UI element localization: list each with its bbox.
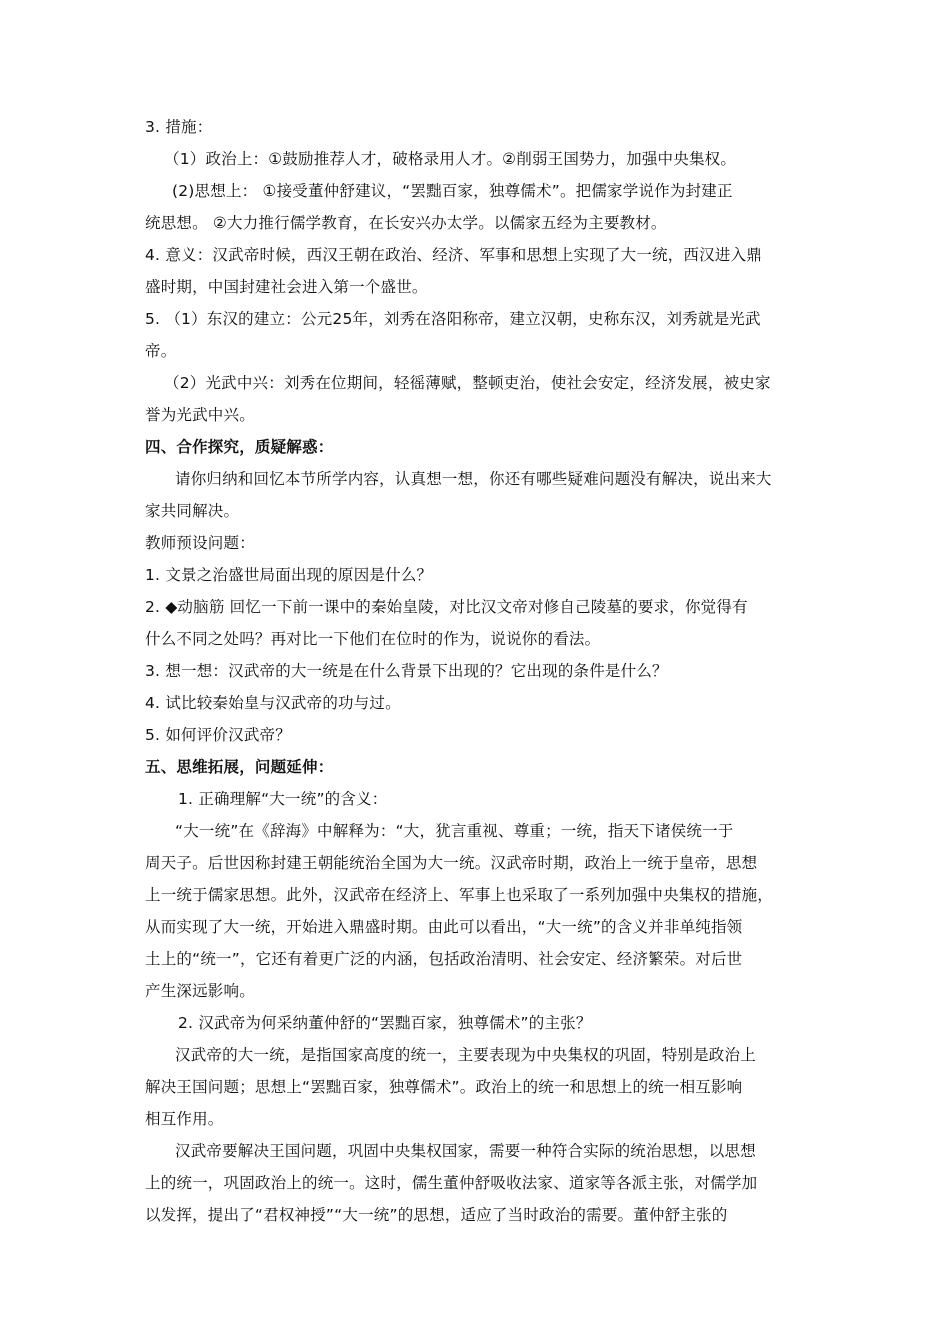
text-line: 帝。: [145, 342, 177, 360]
text-line: 统思想。 ②大力推行儒学教育，在长安兴办太学。以儒家五经为主要教材。: [145, 214, 667, 232]
text-line: 盛时期，中国封建社会进入第一个盛世。: [145, 278, 428, 296]
text-line: （2）光武中兴：刘秀在位期间，轻徭薄赋，整顿吏治，使社会安定，经济发展，被史家: [164, 374, 771, 392]
text-line: 汉武帝要解决王国问题，巩固中央集权国家，需要一种符合实际的统治思想，以思想: [175, 1142, 756, 1160]
section-heading: 五、思维拓展，问题延伸：: [145, 758, 334, 776]
text-line: 5. 如何评价汉武帝？: [145, 726, 291, 744]
text-line: 3. 措施：: [145, 118, 213, 136]
text-line: 4. 试比较秦始皇与汉武帝的功与过。: [145, 694, 401, 712]
text-line: 上的统一，巩固政治上的统一。这时，儒生董仲舒吸收法家、道家等各派主张，对儒学加: [145, 1174, 758, 1192]
text-line: （1）政治上：①鼓励推荐人才，破格录用人才。②削弱王国势力，加强中央集权。: [164, 150, 737, 168]
text-line: 5. （1）东汉的建立：公元25年，刘秀在洛阳称帝，建立汉朝，史称东汉，刘秀就是光武: [145, 310, 761, 328]
text-line: 2. ◆动脑筋 回忆一下前一课中的秦始皇陵，对比汉文帝对修自己陵墓的要求，你觉得有: [145, 598, 748, 616]
text-line: 1. 正确理解“大一统”的含义：: [178, 790, 388, 808]
text-line: 家共同解决。: [145, 502, 240, 520]
text-line: 1. 文景之治盛世局面出现的原因是什么？: [145, 566, 433, 584]
text-line: 解决王国问题；思想上“罢黜百家，独尊儒术”。政治上的统一和思想上的统一相互影响: [145, 1078, 743, 1096]
text-line: 誉为光武中兴。: [145, 406, 255, 424]
text-line: 请你归纳和回忆本节所学内容，认真想一想，你还有哪些疑难问题没有解决，说出来大: [175, 470, 772, 488]
text-line: 以发挥，提出了“君权神授”“大一统”的思想，适应了当时政治的需要。董仲舒主张的: [145, 1206, 728, 1224]
section-heading: 四、合作探究，质疑解惑：: [145, 438, 334, 456]
text-line: 产生深远影响。: [145, 982, 255, 1000]
text-line: 土上的“统一”，它还有着更广泛的内涵，包括政治清明、社会安定、经济繁荣。对后世: [145, 950, 743, 968]
text-line: “大一统”在《辞海》中解释为：“大，犹言重视、尊重；一统，指天下诸侯统一于: [175, 822, 734, 840]
text-line: 4. 意义：汉武帝时候，西汉王朝在政治、经济、军事和思想上实现了大一统，西汉进入鼎: [145, 246, 762, 264]
text-line: 周天子。后世因称封建王朝能统治全国为大一统。汉武帝时期，政治上一统于皇帝，思想: [145, 854, 758, 872]
text-line: 相互作用。: [145, 1110, 224, 1128]
text-line: 从而实现了大一统，开始进入鼎盛时期。由此可以看出，“大一统”的含义并非单纯指领: [145, 918, 743, 936]
text-line: 上一统于儒家思想。此外，汉武帝在经济上、军事上也采取了一系列加强中央集权的措施，: [145, 886, 774, 904]
text-line: 什么不同之处吗？再对比一下他们在位时的作为，说说你的看法。: [145, 630, 601, 648]
text-line: 教师预设问题：: [145, 534, 255, 552]
text-line: 3. 想一想：汉武帝的大一统是在什么背景下出现的？它出现的条件是什么？: [145, 662, 668, 680]
text-line: 汉武帝的大一统，是指国家高度的统一，主要表现为中央集权的巩固，特别是政治上: [175, 1046, 756, 1064]
text-line: (2)思想上： ①接受董仲舒建议，“罢黜百家，独尊儒术”。把儒家学说作为封建正: [172, 182, 733, 200]
text-line: 2. 汉武帝为何采纳董仲舒的“罢黜百家，独尊儒术”的主张？: [178, 1014, 592, 1032]
